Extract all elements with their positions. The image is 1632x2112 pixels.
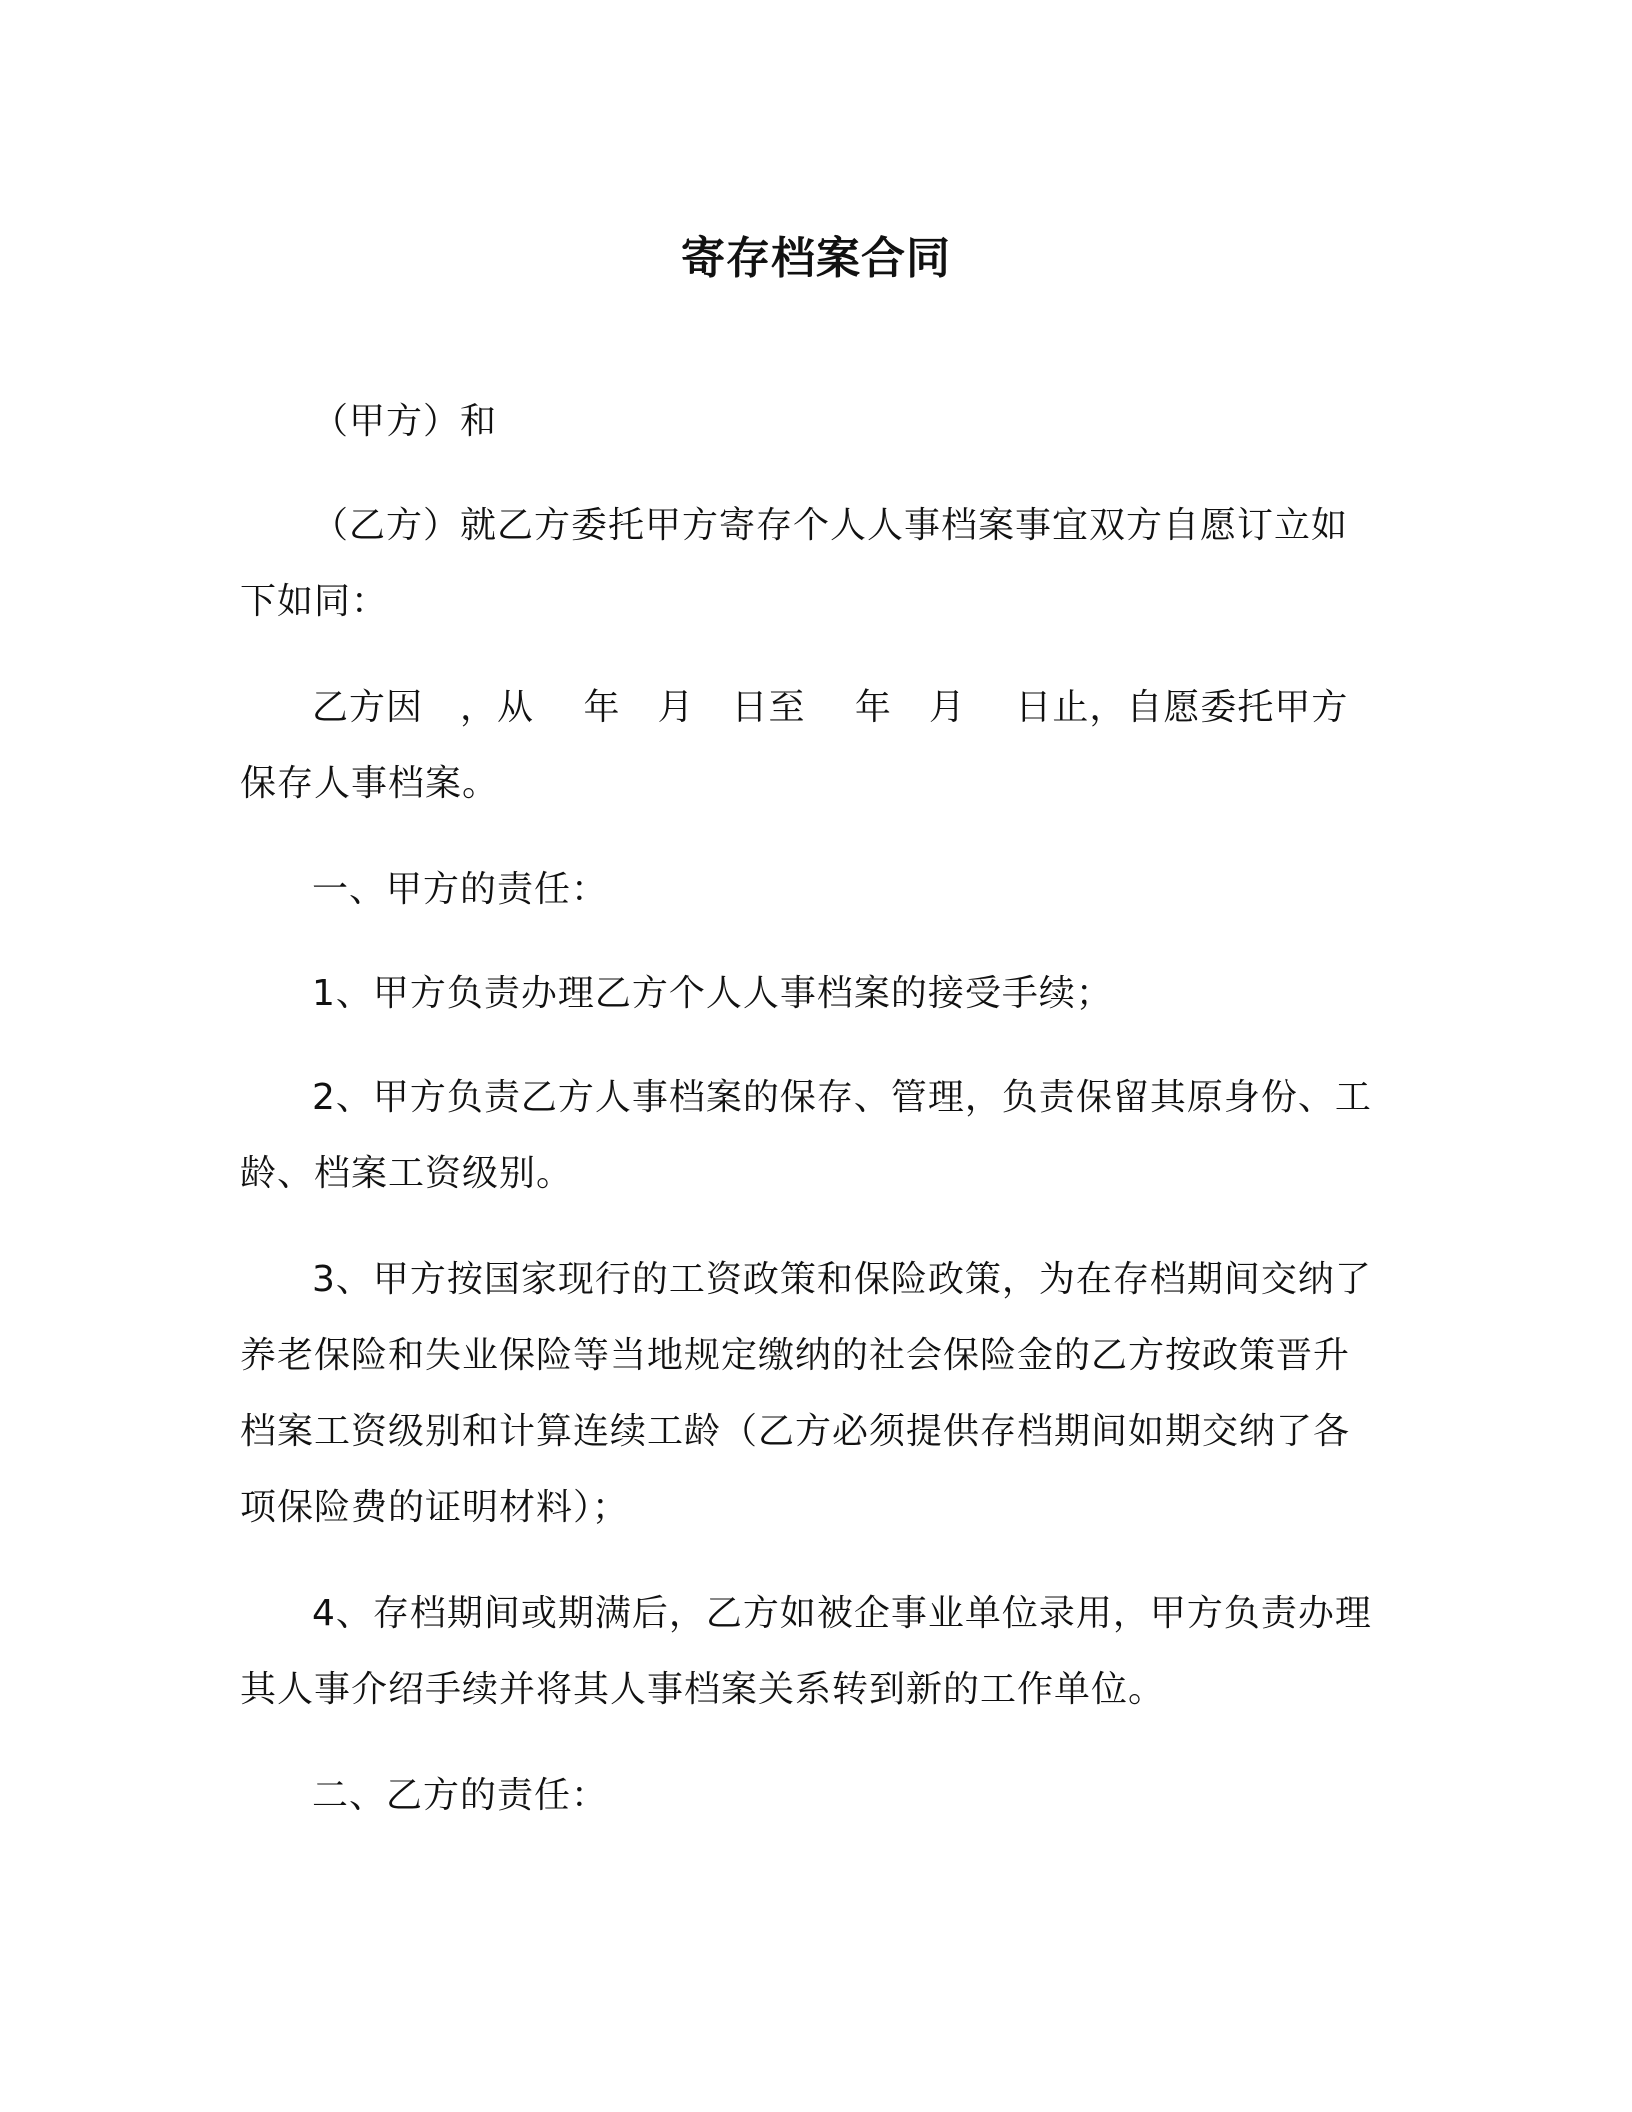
party-b-intro-paragraph: （乙方）就乙方委托甲方寄存个人人事档案事宜双方自愿订立如下如同：: [240, 505, 1349, 622]
entrust-period-paragraph: 乙方因 ，从 年 月 日至 年 月 日止，自愿委托甲方保存人事档案。: [240, 687, 1349, 804]
party-a-duty-2: 2、甲方负责乙方人事档案的保存、管理，负责保留其原身份、工龄、档案工资级别。: [240, 1077, 1372, 1194]
party-a-duty-3: 3、甲方按国家现行的工资政策和保险政策，为在存档期间交纳了养老保险和失业保险等当地规定缴纳的社会保险金的乙方按政策晋升档案工资级别和计算连续工龄（乙方必须提供存档期间如期交纳了各项保险费的证明材料）；: [240, 1259, 1372, 1528]
party-a-line: （甲方）和: [312, 401, 498, 442]
party-a-duty-4: 4、存档期间或期满后，乙方如被企事业单位录用，甲方负责办理其人事介绍手续并将其人事档案关系转到新的工作单位。: [240, 1593, 1372, 1710]
section-heading-party-b-duties: 二、乙方的责任：: [312, 1775, 609, 1816]
section-heading-party-a-duties: 一、甲方的责任：: [312, 869, 609, 910]
document-title: 寄存档案合同: [681, 233, 951, 284]
party-a-duty-1: 1、甲方负责办理乙方个人人事档案的接受手续；: [312, 973, 1113, 1014]
